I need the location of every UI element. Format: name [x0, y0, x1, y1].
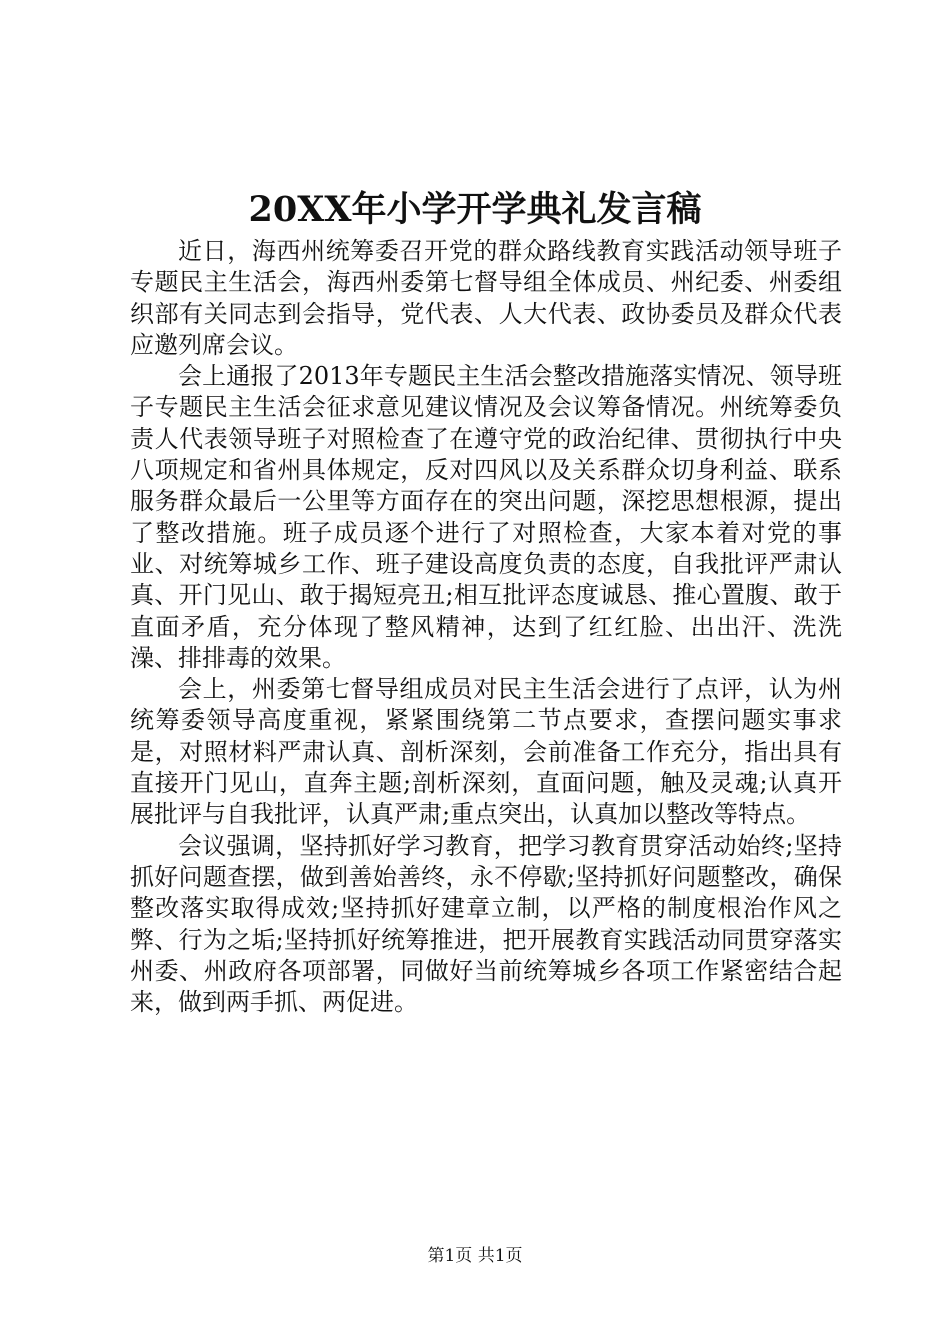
- paragraph-2: 会上通报了2013年专题民主生活会整改措施落实情况、领导班子专题民主生活会征求意见建议情况及会议筹备情况。州统筹委负责人代表领导班子对照检查了在遵守党的政治纪律、贯彻执行中央八项规定和省州具体规定，反对四风以及关系群众切身利益、联系服务群众最后一公里等方面存在的突出问题，深挖思想根源，提出了整改措施。班子成员逐个进行了对照检查，大家本着对党的事业、对统筹城乡工作、班子建设高度负责的态度，自我批评严肃认真、开门见山、敢于揭短亮丑;相互批评态度诚恳、推心置腹、敢于直面矛盾，充分体现了整风精神，达到了红红脸、出出汗、洗洗澡、排排毒的效果。: [130, 362, 842, 672]
- document-body: [130, 236, 842, 1018]
- paragraph-4: 会议强调，坚持抓好学习教育，把学习教育贯穿活动始终;坚持抓好问题查摆，做到善始善终，永不停歇;坚持抓好问题整改，确保整改落实取得成效;坚持抓好建章立制，以严格的制度根治作风之弊、行为之垢;坚持抓好统筹推进，把开展教育实践活动同贯穿落实州委、州政府各项部署，同做好当前统筹城乡各项工作紧密结合起来，做到两手抓、两促进。: [130, 831, 842, 1017]
- page-footer: 第1页 共1页: [427, 1246, 523, 1266]
- document-title: 20XX年小学开学典礼发言稿: [248, 189, 702, 230]
- paragraph-3: 会上，州委第七督导组成员对民主生活会进行了点评，认为州统筹委领导高度重视，紧紧围绕第二节点要求，查摆问题实事求是，对照材料严肃认真、剖析深刻，会前准备工作充分，指出具有直接开门见山，直奔主题;剖析深刻，直面问题，触及灵魂;认真开展批评与自我批评，认真严肃;重点突出，认真加以整改等特点。: [130, 675, 842, 829]
- paragraph-1: 近日，海西州统筹委召开党的群众路线教育实践活动领导班子专题民主生活会，海西州委第七督导组全体成员、州纪委、州委组织部有关同志到会指导，党代表、人大代表、政协委员及群众代表应邀列席会议。: [130, 237, 842, 359]
